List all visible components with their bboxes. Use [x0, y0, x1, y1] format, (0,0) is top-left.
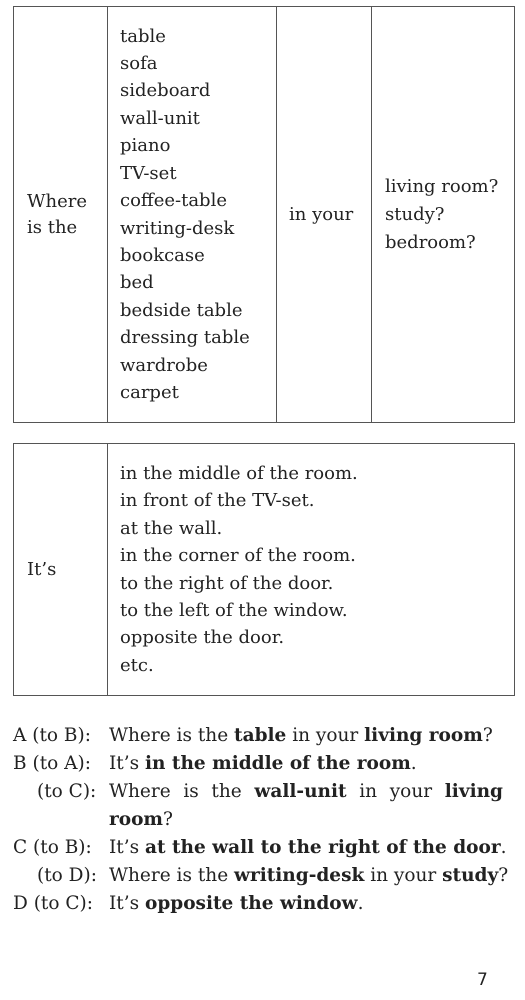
- speaker-label: (to D):: [37, 865, 97, 886]
- connector-text: in your: [289, 203, 354, 225]
- utterance: Where is the table in your living room?: [109, 725, 493, 746]
- furniture-item: wall-unit: [120, 107, 200, 129]
- furniture-item: sofa: [120, 53, 158, 75]
- dialogue-line: [13, 750, 503, 778]
- connector-cell: [277, 7, 372, 423]
- room-item: living room?: [385, 175, 499, 197]
- lead-cell: [14, 444, 108, 696]
- utterance: It’s opposite the window.: [109, 893, 364, 914]
- substitution-table-where: [13, 6, 515, 423]
- room-item: bedroom?: [385, 231, 476, 253]
- furniture-item: dressing table: [120, 327, 250, 349]
- speaker-label: (to C):: [37, 781, 97, 802]
- question-line: is the: [27, 216, 78, 238]
- utterance: Where is the writing-desk in your study?: [109, 865, 509, 886]
- dialogue-line: [13, 834, 507, 862]
- question-cell: [14, 7, 108, 423]
- position-item: to the right of the door.: [120, 572, 334, 594]
- speaker-label: A (to B):: [13, 725, 91, 746]
- position-item: etc.: [120, 654, 154, 676]
- utterance: It’s in the middle of the room.: [109, 753, 417, 774]
- positions-cell: [108, 444, 515, 696]
- dialogue-line: [13, 778, 503, 834]
- speaker-label: C (to B):: [13, 837, 92, 858]
- utterance: Where is the wall-unit in your living room?: [109, 781, 503, 830]
- dialogue-line: [13, 722, 503, 750]
- utterance: It’s at the wall to the right of the door.: [109, 837, 507, 858]
- room-item: study?: [385, 203, 445, 225]
- position-item: in front of the TV-set.: [120, 490, 315, 512]
- furniture-item: bed: [120, 272, 154, 294]
- question-line: Where: [27, 190, 88, 212]
- page-number: 7: [477, 970, 488, 990]
- position-item: opposite the door.: [120, 627, 285, 649]
- position-item: in the middle of the room.: [120, 462, 358, 484]
- furniture-item: wardrobe: [120, 354, 208, 376]
- furniture-item: bedside table: [120, 299, 243, 321]
- speaker-label: B (to A):: [13, 753, 91, 774]
- furniture-item: writing-desk: [120, 217, 235, 239]
- furniture-list-cell: [108, 7, 277, 423]
- dialogue-line: [13, 862, 509, 890]
- lead-text: It’s: [27, 558, 57, 580]
- rooms-cell: [372, 7, 515, 423]
- furniture-item: piano: [120, 135, 171, 157]
- substitution-table-position: [13, 443, 515, 696]
- furniture-item: carpet: [120, 381, 179, 403]
- furniture-item: TV-set: [120, 162, 177, 184]
- speaker-label: D (to C):: [13, 893, 93, 914]
- position-item: in the corner of the room.: [120, 545, 356, 567]
- furniture-item: coffee-table: [120, 190, 227, 212]
- furniture-item: table: [120, 25, 166, 47]
- position-item: at the wall.: [120, 517, 223, 539]
- position-item: to the left of the window.: [120, 599, 348, 621]
- furniture-item: sideboard: [120, 80, 211, 102]
- furniture-item: bookcase: [120, 244, 205, 266]
- dialogue-line: [13, 890, 503, 918]
- model-dialogue: [13, 722, 509, 918]
